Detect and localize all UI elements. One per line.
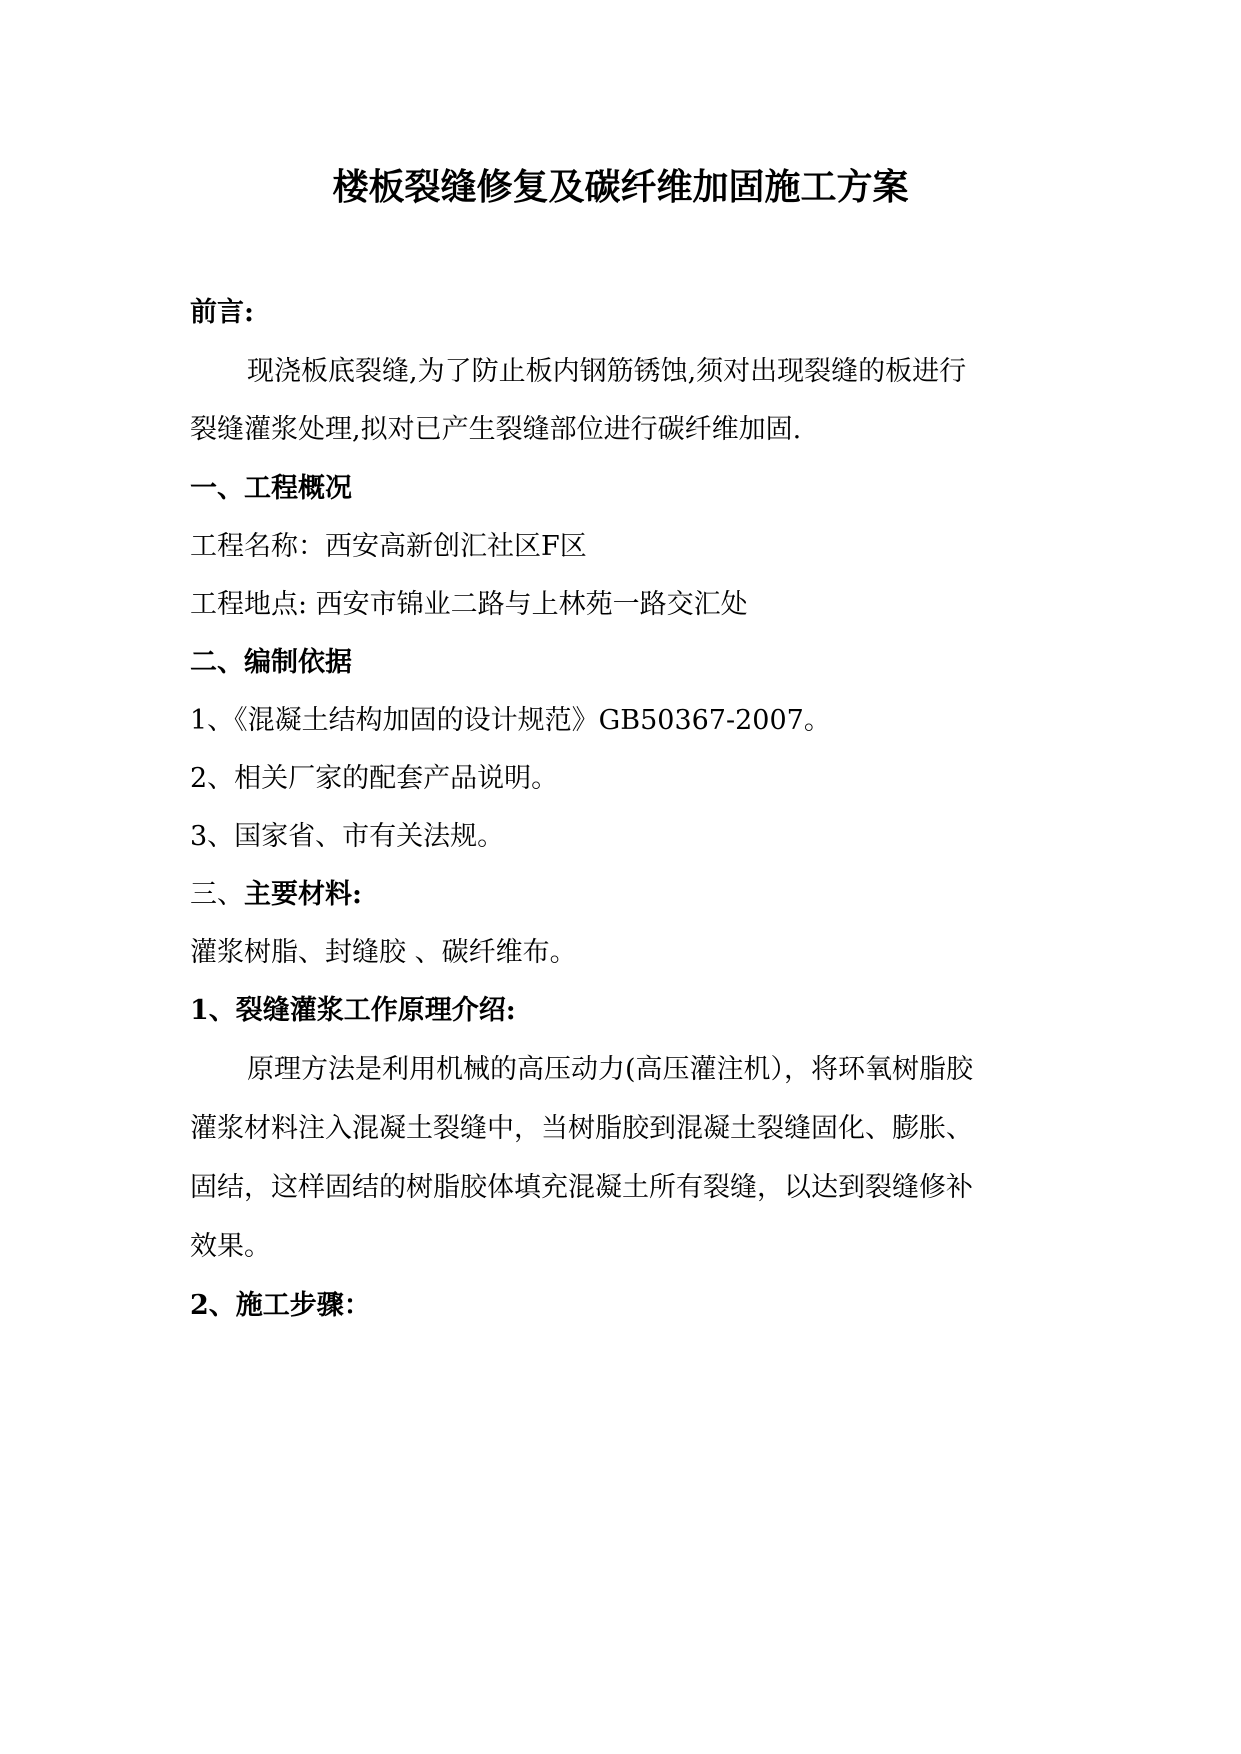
principle-line-1: 原理方法是利用机械的高压动力(高压灌注机），将环氧树脂胶 bbox=[247, 1054, 974, 1085]
basis-item-2: 2、相关厂家的配套产品说明。 bbox=[190, 763, 559, 794]
project-name: 工程名称：西安高新创汇社区F区 bbox=[190, 531, 587, 562]
principle-heading: 1、裂缝灌浆工作原理介绍: bbox=[190, 995, 516, 1026]
principle-line-2: 灌浆材料注入混凝土裂缝中，当树脂胶到混凝土裂缝固化、膨胀、 bbox=[190, 1113, 973, 1144]
steps-heading: 2、施工步骤： bbox=[190, 1290, 371, 1321]
preface-line-2: 裂缝灌浆处理,拟对已产生裂缝部位进行碳纤维加固. bbox=[190, 414, 802, 445]
section-3-heading-text: 主要材料: bbox=[244, 879, 362, 910]
preface-heading: 前言: bbox=[190, 297, 254, 328]
principle-line-4: 效果。 bbox=[190, 1231, 271, 1262]
project-location: 工程地点: 西安市锦业二路与上林苑一路交汇处 bbox=[190, 589, 748, 620]
preface-line-1: 现浇板底裂缝,为了防止板内钢筋锈蚀,须对出现裂缝的板进行 bbox=[247, 356, 967, 387]
section-3-heading bbox=[190, 878, 362, 912]
materials-list: 灌浆树脂、封缝胶 、碳纤维布。 bbox=[190, 937, 577, 968]
section-2-heading: 二、编制依据 bbox=[190, 647, 352, 678]
document-title: 楼板裂缝修复及碳纤维加固施工方案 bbox=[332, 166, 909, 208]
basis-item-3: 3、国家省、市有关法规。 bbox=[190, 821, 505, 852]
principle-line-3: 固结，这样固结的树脂胶体填充混凝土所有裂缝，以达到裂缝修补 bbox=[190, 1172, 973, 1203]
basis-item-1: 1、《混凝土结构加固的设计规范》GB50367-2007。 bbox=[190, 705, 831, 736]
section-1-heading: 一、工程概况 bbox=[190, 473, 352, 504]
section-3-heading-prefix: 三、 bbox=[190, 879, 244, 910]
